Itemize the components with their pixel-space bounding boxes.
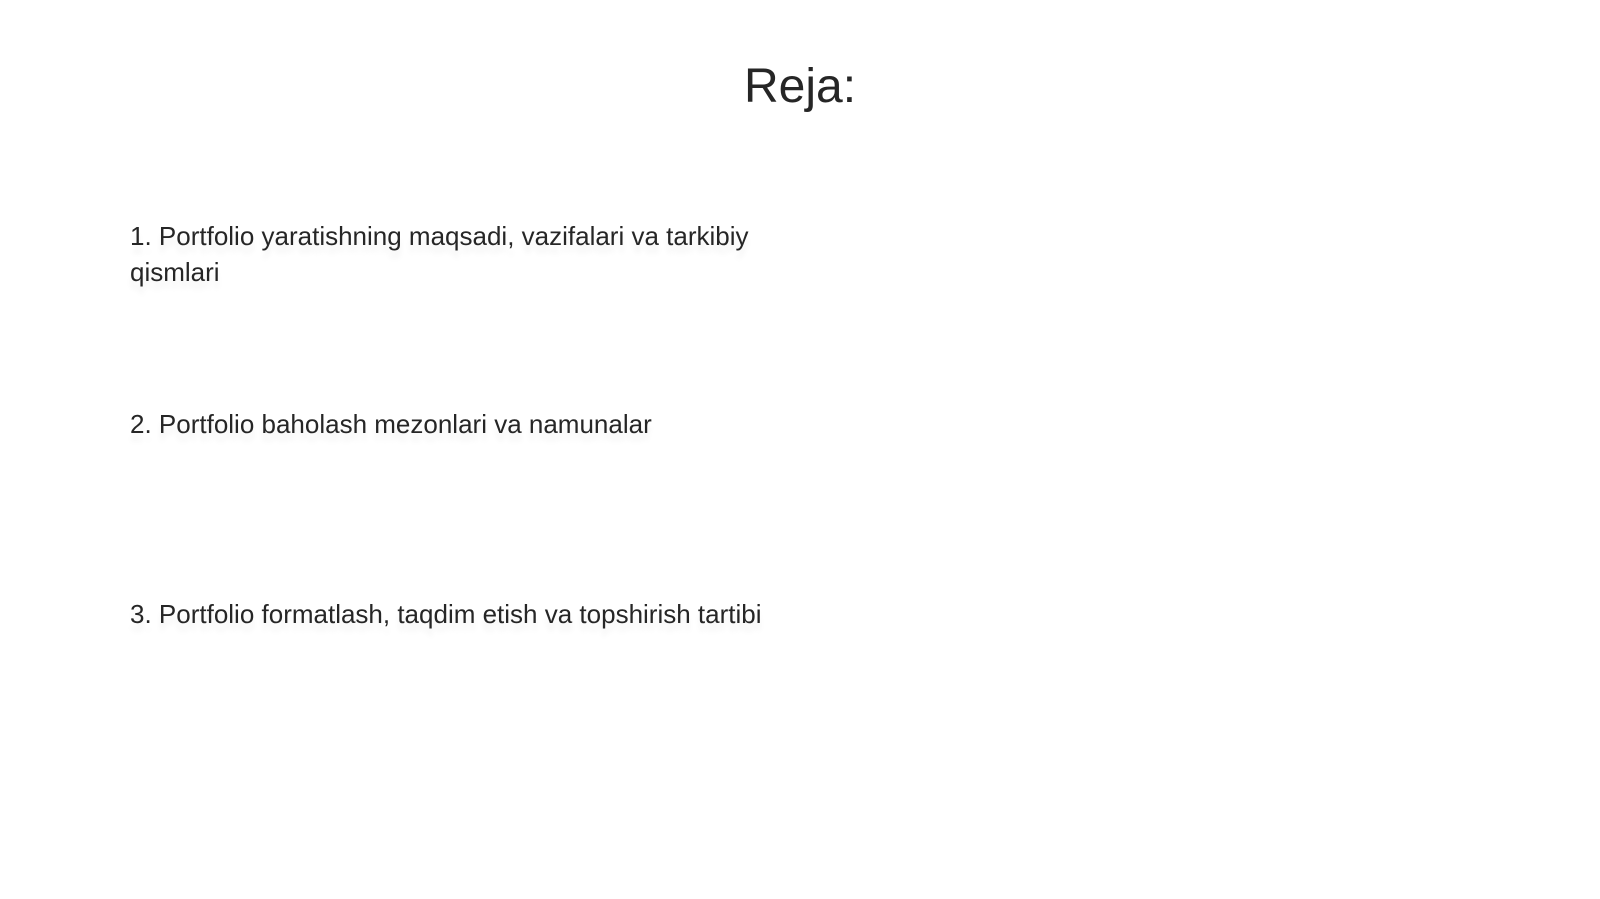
slide-title: Reja: xyxy=(743,60,857,113)
plan-item-1: 1. Portfolio yaratishning maqsadi, vazifalari va tarkibiy qismlari xyxy=(130,221,749,287)
plan-item-3: 3. Portfolio formatlash, taqdim etish va topshirish tartibi xyxy=(130,599,762,629)
plan-item-2: 2. Portfolio baholash mezonlari va namunalar xyxy=(130,409,652,439)
